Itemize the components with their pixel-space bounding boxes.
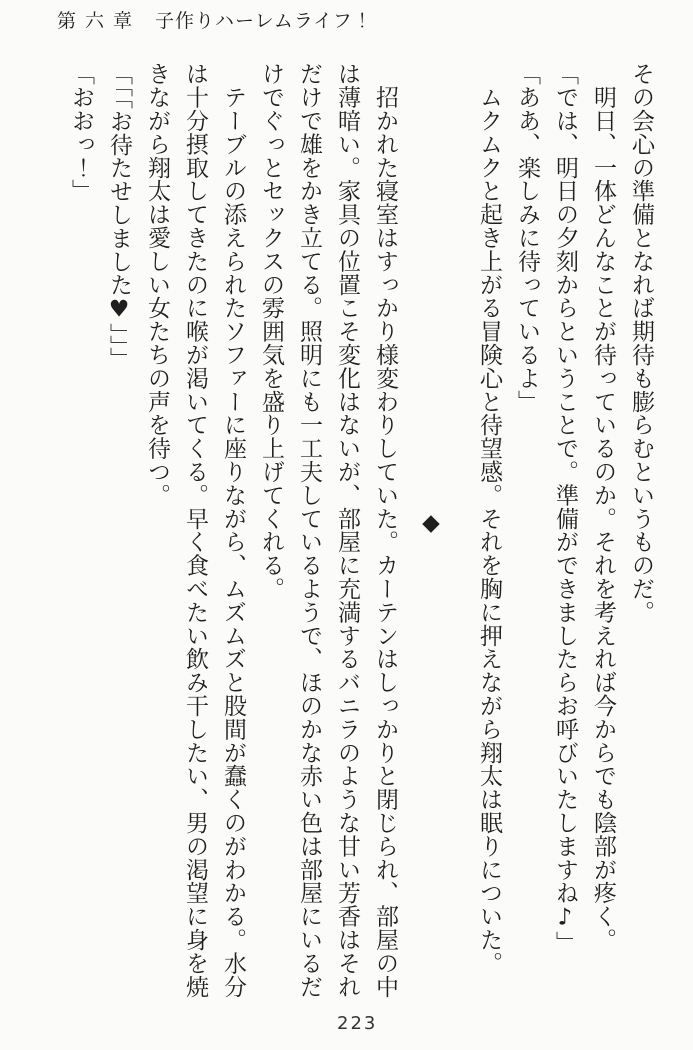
text-column: 招かれた寝室はすっかり様変わりしていた。カーテンはしっかりと閉じられ、部屋の中 [372,62,398,998]
text-column: は十分摂取してきたのに喉が渇いてくる。早く食べたい飲み干したい、男の渇望に身を焼 [182,62,208,998]
text-column: 「おおっ！」 [68,62,94,203]
text-column: 「ああ、楽しみに待っているよ」 [514,62,540,413]
page-header [57,6,373,33]
text-column: その会心の準備となれば期待も膨らむというものだ。 [628,62,654,624]
text-column: 「では、明日の夕刻からということで。準備ができましたらお呼びいたしますね♪」 [552,62,578,955]
text-column: だけで雄をかき立てる。照明にも一工夫しているようで、ほのかな赤い色は部屋にいるだ [296,62,322,998]
chapter-title: 子作りハーレムライフ！ [155,10,373,32]
main-text-block [62,62,660,1020]
diamond-divider: ◆ [418,510,444,537]
page-number: 223 [337,1013,378,1034]
text-column: きながら翔太は愛しい女たちの声を待つ。 [144,62,170,507]
chapter-label: 第六章 [57,10,142,32]
text-column: は薄暗い。家具の位置こそ変化はないが、部屋に充満するバニラのような甘い芳香はそれ [334,62,360,998]
text-column: 「「「お待たせしました♥」」」 [106,62,132,370]
text-column: テーブルの添えられたソファーに座りながら、ムズムズと股間が蠢くのがわかる。水分 [220,62,246,998]
text-column: けでぐっとセックスの雰囲気を盛り上げてくれる。 [258,62,284,601]
text-column: ムクムクと起き上がる冒険心と待望感。それを胸に押えながら翔太は眠りについた。 [476,62,502,975]
text-column: 明日、一体どんなことが待っているのか。それを考えれば今からでも陰部が疼く。 [590,62,616,952]
